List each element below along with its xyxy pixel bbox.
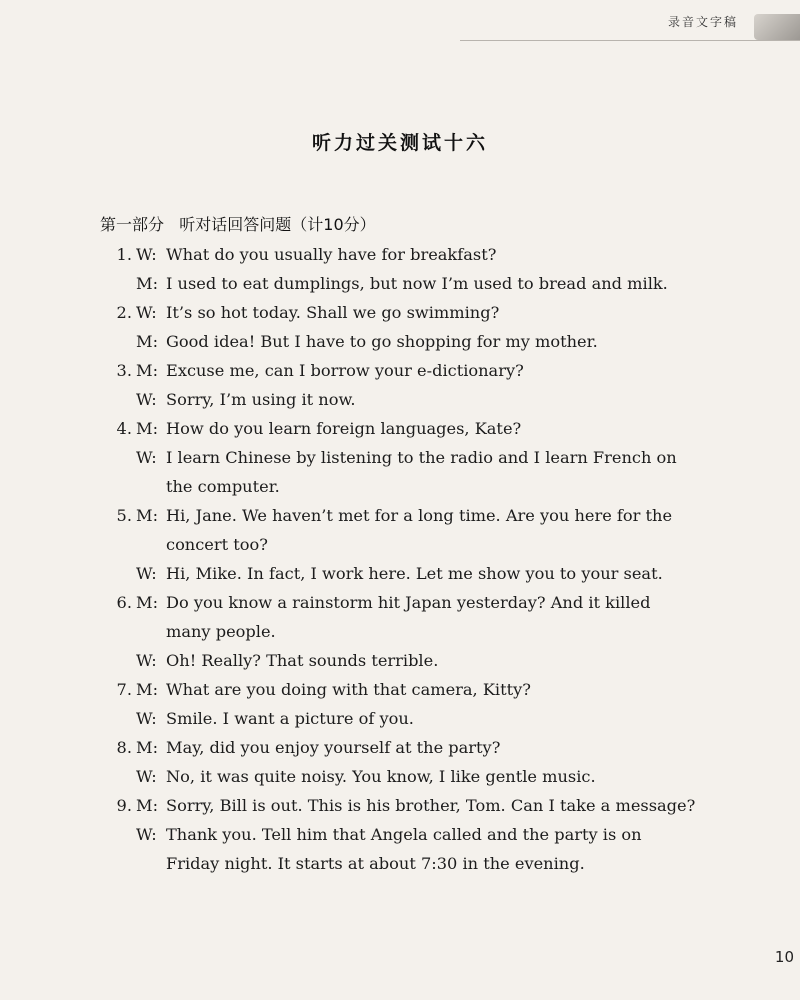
item-number: 4. xyxy=(116,419,132,438)
utterance-text: Smile. I want a picture of you. xyxy=(166,709,414,728)
page-number: 10 xyxy=(774,948,794,966)
dialogue-item xyxy=(0,675,800,733)
dialogue-line xyxy=(0,356,800,385)
dialogue-item xyxy=(0,791,800,878)
speaker-label: W: xyxy=(136,564,157,583)
item-number: 1. xyxy=(116,245,132,264)
speaker-label: M: xyxy=(136,680,159,699)
speaker-label: W: xyxy=(136,448,157,467)
utterance-text: Friday night. It starts at about 7:30 in the evening. xyxy=(166,854,585,873)
running-head: 录音文字稿 xyxy=(667,15,738,29)
dialogue-line xyxy=(0,269,800,298)
dialogue-item xyxy=(0,240,800,298)
speaker-label: M: xyxy=(136,419,159,438)
utterance-text: It’s so hot today. Shall we go swimming? xyxy=(166,303,500,322)
dialogue-item xyxy=(0,588,800,675)
dialogue-item xyxy=(0,501,800,588)
utterance-text: Good idea! But I have to go shopping for my mother. xyxy=(166,332,598,351)
utterance-text: Sorry, Bill is out. This is his brother, Tom. Can I take a message? xyxy=(166,796,696,815)
dialogue-line xyxy=(0,385,800,414)
utterance-text: Excuse me, can I borrow your e-dictionary? xyxy=(166,361,524,380)
dialogue-line xyxy=(0,733,800,762)
speaker-label: W: xyxy=(136,245,157,264)
dialogue-line xyxy=(0,472,800,501)
utterance-text: the computer. xyxy=(166,477,280,496)
utterance-text: Hi, Jane. We haven’t met for a long time. Are you here for the xyxy=(166,506,673,525)
speaker-label: W: xyxy=(136,390,157,409)
dialogue-line xyxy=(0,530,800,559)
dialogue-line xyxy=(0,849,800,878)
header-rule xyxy=(460,12,800,41)
utterance-text: Oh! Really? That sounds terrible. xyxy=(166,651,439,670)
speaker-label: M: xyxy=(136,332,159,351)
section-heading: 第一部分 听对话回答问题（计10分） xyxy=(100,215,376,234)
dialogue-line xyxy=(0,240,800,269)
utterance-text: No, it was quite noisy. You know, I like gentle music. xyxy=(166,767,596,786)
speaker-label: M: xyxy=(136,796,159,815)
utterance-text: What are you doing with that camera, Kitty? xyxy=(166,680,531,699)
dialogue-line xyxy=(0,501,800,530)
speaker-label: W: xyxy=(136,709,157,728)
utterance-text: Hi, Mike. In fact, I work here. Let me show you to your seat. xyxy=(166,564,663,583)
page-title: 听力过关测试十六 xyxy=(311,132,488,154)
utterance-text: I learn Chinese by listening to the radio and I learn French on xyxy=(166,448,677,467)
item-number: 9. xyxy=(116,796,132,815)
item-number: 3. xyxy=(116,361,132,380)
dialogue-item xyxy=(0,298,800,356)
item-number: 6. xyxy=(116,593,132,612)
dialogue-line xyxy=(0,820,800,849)
speaker-label: M: xyxy=(136,738,159,757)
speaker-label: W: xyxy=(136,767,157,786)
dialogue-item xyxy=(0,733,800,791)
utterance-text: concert too? xyxy=(166,535,268,554)
dialogue-list xyxy=(0,240,800,878)
item-number: 5. xyxy=(116,506,132,525)
dialogue-line xyxy=(0,675,800,704)
item-number: 7. xyxy=(116,680,132,699)
dialogue-line xyxy=(0,704,800,733)
dialogue-item xyxy=(0,414,800,501)
utterance-text: Thank you. Tell him that Angela called and the party is on xyxy=(166,825,642,844)
dialogue-line xyxy=(0,646,800,675)
utterance-text: Do you know a rainstorm hit Japan yesterday? And it killed xyxy=(166,593,651,612)
item-number: 2. xyxy=(116,303,132,322)
page-corner-tab xyxy=(754,14,800,40)
utterance-text: How do you learn foreign languages, Kate? xyxy=(166,419,522,438)
speaker-label: W: xyxy=(136,303,157,322)
dialogue-line xyxy=(0,791,800,820)
speaker-label: M: xyxy=(136,274,159,293)
speaker-label: W: xyxy=(136,651,157,670)
utterance-text: Sorry, I’m using it now. xyxy=(166,390,356,409)
speaker-label: W: xyxy=(136,825,157,844)
item-number: 8. xyxy=(116,738,132,757)
utterance-text: May, did you enjoy yourself at the party? xyxy=(166,738,501,757)
dialogue-line xyxy=(0,414,800,443)
dialogue-line xyxy=(0,588,800,617)
dialogue-item xyxy=(0,356,800,414)
speaker-label: M: xyxy=(136,593,159,612)
dialogue-line xyxy=(0,443,800,472)
dialogue-line xyxy=(0,762,800,791)
dialogue-line xyxy=(0,559,800,588)
dialogue-line xyxy=(0,617,800,646)
speaker-label: M: xyxy=(136,506,159,525)
dialogue-line xyxy=(0,298,800,327)
speaker-label: M: xyxy=(136,361,159,380)
utterance-text: many people. xyxy=(166,622,276,641)
utterance-text: I used to eat dumplings, but now I’m used to bread and milk. xyxy=(166,274,668,293)
utterance-text: What do you usually have for breakfast? xyxy=(166,245,497,264)
dialogue-line xyxy=(0,327,800,356)
